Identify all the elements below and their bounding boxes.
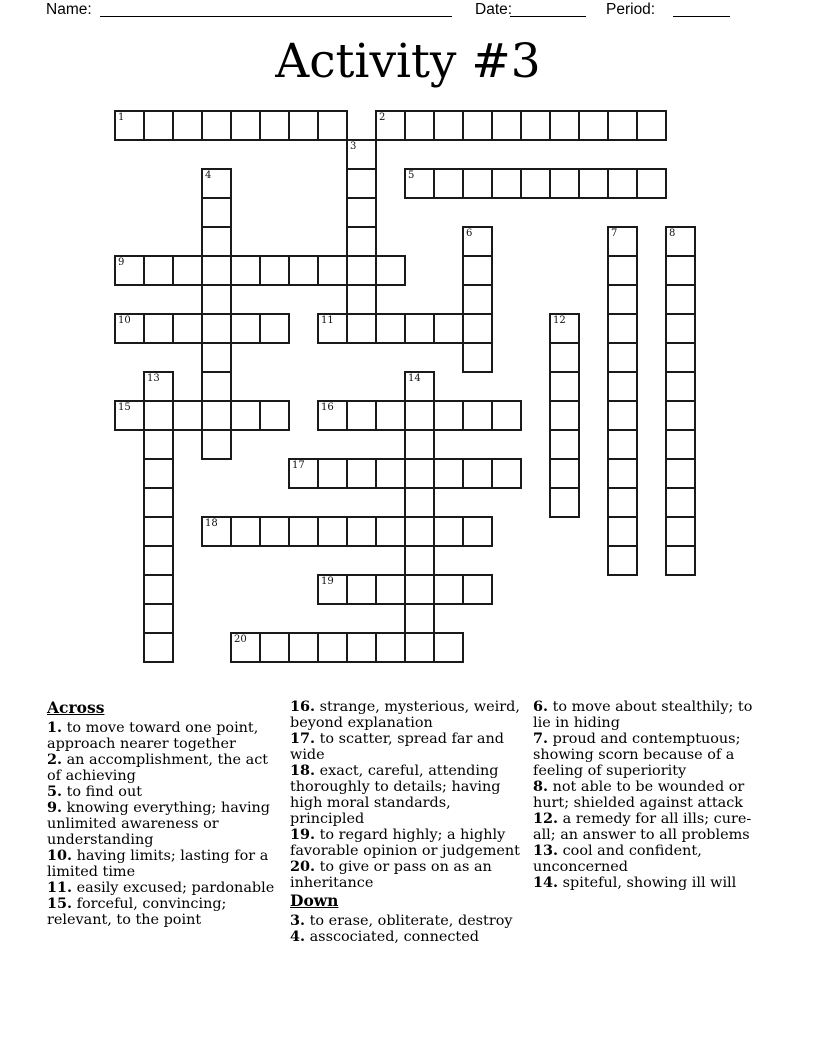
grid-cell[interactable] — [317, 574, 348, 605]
grid-cell[interactable] — [404, 110, 435, 141]
grid-cell[interactable] — [143, 255, 174, 286]
clue-number: 19. — [290, 826, 316, 843]
clue-number: 3. — [290, 912, 306, 929]
grid-cell[interactable] — [346, 255, 377, 286]
grid-cell[interactable] — [549, 371, 580, 402]
grid-cell[interactable] — [172, 400, 203, 431]
grid-cell[interactable] — [665, 516, 696, 547]
clue-number: 16. — [290, 698, 316, 715]
grid-cell[interactable] — [607, 458, 638, 489]
grid-cell[interactable] — [607, 110, 638, 141]
grid-cell[interactable] — [288, 255, 319, 286]
grid-cell[interactable] — [201, 371, 232, 402]
grid-cell[interactable] — [230, 632, 261, 663]
grid-cell[interactable] — [433, 313, 464, 344]
grid-cell[interactable] — [578, 168, 609, 199]
grid-cell[interactable] — [462, 516, 493, 547]
clue-item: 15. forceful, convincing; relevant, to the point — [47, 895, 227, 928]
grid-cell[interactable] — [636, 110, 667, 141]
cell-number: 18 — [205, 518, 218, 529]
clue-number: 18. — [290, 762, 316, 779]
cell-number: 13 — [147, 373, 160, 384]
cell-number: 7 — [611, 228, 618, 239]
grid-cell[interactable] — [462, 168, 493, 199]
clue-item: 20. to give or pass on as an inheritance — [290, 858, 492, 891]
grid-cell[interactable] — [549, 168, 580, 199]
grid-cell[interactable] — [375, 255, 406, 286]
grid-cell[interactable] — [317, 400, 348, 431]
cell-number: 5 — [408, 170, 415, 181]
clue-item: 10. having limits; lasting for a limited time — [47, 847, 269, 880]
grid-cell[interactable] — [404, 313, 435, 344]
clue-item: 4. asscociated, connected — [290, 928, 479, 945]
grid-cell[interactable] — [201, 313, 232, 344]
grid-cell[interactable] — [375, 516, 406, 547]
grid-cell[interactable] — [143, 574, 174, 605]
clue-item: 8. not able to be wounded or hurt; shielded against attack — [533, 778, 745, 811]
grid-cell[interactable] — [462, 226, 493, 257]
grid-cell[interactable] — [404, 516, 435, 547]
grid-cell[interactable] — [607, 342, 638, 373]
clue-number: 2. — [47, 751, 63, 768]
grid-cell[interactable] — [259, 255, 290, 286]
grid-cell[interactable] — [433, 574, 464, 605]
grid-cell[interactable] — [201, 400, 232, 431]
cell-number: 12 — [553, 315, 566, 326]
grid-cell[interactable] — [433, 168, 464, 199]
grid-cell[interactable] — [404, 400, 435, 431]
grid-cell[interactable] — [462, 313, 493, 344]
grid-cell[interactable] — [346, 574, 377, 605]
grid-cell[interactable] — [114, 110, 145, 141]
grid-cell[interactable] — [259, 110, 290, 141]
grid-cell[interactable] — [201, 284, 232, 315]
grid-cell[interactable] — [607, 255, 638, 286]
grid-cell[interactable] — [201, 429, 232, 460]
down-header: Down — [290, 891, 339, 910]
clue-number: 5. — [47, 783, 63, 800]
grid-cell[interactable] — [404, 487, 435, 518]
grid-cell[interactable] — [549, 458, 580, 489]
grid-cell[interactable] — [172, 110, 203, 141]
grid-cell[interactable] — [114, 400, 145, 431]
grid-cell[interactable] — [172, 313, 203, 344]
grid-cell[interactable] — [404, 632, 435, 663]
grid-cell[interactable] — [433, 516, 464, 547]
grid-cell[interactable] — [317, 110, 348, 141]
cell-number: 19 — [321, 576, 334, 587]
grid-cell[interactable] — [346, 197, 377, 228]
grid-cell[interactable] — [433, 632, 464, 663]
clue-item: 14. spiteful, showing ill will — [533, 874, 737, 891]
grid-cell[interactable] — [259, 313, 290, 344]
grid-cell[interactable] — [520, 110, 551, 141]
grid-cell[interactable] — [346, 139, 377, 170]
clue-item: 3. to erase, obliterate, destroy — [290, 912, 513, 929]
date-label: Date: — [475, 1, 513, 18]
grid-cell[interactable] — [317, 632, 348, 663]
page-title: Activity #3 — [275, 34, 541, 89]
grid-cell[interactable] — [143, 545, 174, 576]
grid-cell[interactable] — [665, 255, 696, 286]
grid-cell[interactable] — [607, 400, 638, 431]
clue-item: 7. proud and contemptuous; showing scorn because of a feeling of superiority — [533, 730, 741, 779]
grid-cell[interactable] — [665, 226, 696, 257]
clue-number: 4. — [290, 928, 306, 945]
clue-number: 8. — [533, 778, 549, 795]
cell-number: 1 — [118, 112, 125, 123]
cell-number: 11 — [321, 315, 334, 326]
clue-item: 6. to move about stealthily; to lie in hiding — [533, 698, 753, 731]
grid-cell[interactable] — [346, 458, 377, 489]
grid-cell[interactable] — [404, 603, 435, 634]
across-header: Across — [47, 698, 105, 717]
cell-number: 20 — [234, 634, 247, 645]
clue-number: 12. — [533, 810, 559, 827]
grid-cell[interactable] — [462, 574, 493, 605]
grid-cell[interactable] — [462, 458, 493, 489]
grid-cell[interactable] — [114, 255, 145, 286]
grid-cell[interactable] — [346, 168, 377, 199]
grid-cell[interactable] — [288, 516, 319, 547]
grid-cell[interactable] — [143, 371, 174, 402]
cell-number: 2 — [379, 112, 386, 123]
clue-number: 20. — [290, 858, 316, 875]
grid-cell[interactable] — [607, 313, 638, 344]
grid-cell[interactable] — [317, 313, 348, 344]
grid-cell[interactable] — [491, 458, 522, 489]
cell-number: 17 — [292, 460, 305, 471]
cell-number: 14 — [408, 373, 421, 384]
grid-cell[interactable] — [665, 284, 696, 315]
grid-cell[interactable] — [665, 342, 696, 373]
clue-number: 10. — [47, 847, 73, 864]
grid-cell[interactable] — [375, 632, 406, 663]
grid-cell[interactable] — [462, 255, 493, 286]
grid-cell[interactable] — [433, 110, 464, 141]
grid-cell[interactable] — [375, 458, 406, 489]
grid-cell[interactable] — [665, 458, 696, 489]
grid-cell[interactable] — [433, 458, 464, 489]
grid-cell[interactable] — [230, 516, 261, 547]
grid-cell[interactable] — [143, 429, 174, 460]
cell-number: 8 — [669, 228, 676, 239]
clue-item: 16. strange, mysterious, weird, beyond explanation — [290, 698, 520, 731]
grid-cell[interactable] — [607, 545, 638, 576]
cell-number: 10 — [118, 315, 131, 326]
grid-cell[interactable] — [462, 400, 493, 431]
grid-cell[interactable] — [549, 429, 580, 460]
grid-cell[interactable] — [607, 168, 638, 199]
grid-cell[interactable] — [317, 458, 348, 489]
grid-cell[interactable] — [172, 255, 203, 286]
grid-cell[interactable] — [288, 110, 319, 141]
grid-cell[interactable] — [665, 313, 696, 344]
grid-cell[interactable] — [201, 197, 232, 228]
cell-number: 9 — [118, 257, 125, 268]
clue-number: 15. — [47, 895, 73, 912]
grid-cell[interactable] — [607, 516, 638, 547]
period-label: Period: — [606, 1, 656, 18]
name-label: Name: — [46, 1, 92, 18]
grid-cell[interactable] — [549, 110, 580, 141]
grid-cell[interactable] — [549, 313, 580, 344]
grid-cell[interactable] — [636, 168, 667, 199]
grid-cell[interactable] — [143, 516, 174, 547]
grid-cell[interactable] — [433, 400, 464, 431]
grid-cell[interactable] — [346, 632, 377, 663]
grid-cell[interactable] — [230, 110, 261, 141]
clue-number: 1. — [47, 719, 63, 736]
grid-cell[interactable] — [201, 226, 232, 257]
grid-cell[interactable] — [259, 400, 290, 431]
grid-cell[interactable] — [491, 168, 522, 199]
clue-number: 9. — [47, 799, 63, 816]
grid-cell[interactable] — [404, 458, 435, 489]
across-clues-part2 — [290, 699, 527, 891]
cell-number: 16 — [321, 402, 334, 413]
grid-cell[interactable] — [549, 487, 580, 518]
clue-item: 17. to scatter, spread far and wide — [290, 730, 504, 763]
grid-cell[interactable] — [520, 168, 551, 199]
grid-cell[interactable] — [143, 400, 174, 431]
grid-cell[interactable] — [607, 371, 638, 402]
grid-cell[interactable] — [549, 342, 580, 373]
grid-cell[interactable] — [143, 458, 174, 489]
grid-cell[interactable] — [462, 284, 493, 315]
grid-cell[interactable] — [665, 487, 696, 518]
grid-cell[interactable] — [404, 371, 435, 402]
clue-item: 9. knowing everything; having unlimited awareness or understanding — [47, 799, 271, 848]
cell-number: 3 — [350, 141, 357, 152]
clue-item: 18. exact, careful, attending thoroughly to details; having high moral standards, principled — [290, 762, 501, 827]
clue-item: 5. to find out — [47, 783, 142, 800]
grid-cell[interactable] — [114, 313, 145, 344]
grid-cell[interactable] — [317, 255, 348, 286]
clue-number: 11. — [47, 879, 73, 896]
grid-cell[interactable] — [404, 545, 435, 576]
grid-cell[interactable] — [143, 632, 174, 663]
grid-cell[interactable] — [201, 516, 232, 547]
grid-cell[interactable] — [665, 545, 696, 576]
grid-cell[interactable] — [346, 226, 377, 257]
clues-column-1 — [47, 699, 284, 928]
grid-cell[interactable] — [607, 487, 638, 518]
grid-cell[interactable] — [346, 313, 377, 344]
clue-item: 2. an accomplishment, the act of achieving — [47, 751, 269, 784]
down-clues-part1 — [290, 913, 527, 945]
grid-cell[interactable] — [346, 284, 377, 315]
grid-cell[interactable] — [549, 400, 580, 431]
down-clues-part2 — [533, 699, 770, 891]
grid-cell[interactable] — [288, 458, 319, 489]
grid-cell[interactable] — [346, 400, 377, 431]
across-clues-part1 — [47, 720, 284, 928]
grid-cell[interactable] — [462, 110, 493, 141]
clue-number: 14. — [533, 874, 559, 891]
grid-cell[interactable] — [143, 487, 174, 518]
grid-cell[interactable] — [143, 110, 174, 141]
grid-cell[interactable] — [230, 313, 261, 344]
grid-cell[interactable] — [201, 168, 232, 199]
clue-item: 19. to regard highly; a highly favorable opinion or judgement — [290, 826, 520, 859]
cell-number: 4 — [205, 170, 212, 181]
grid-cell[interactable] — [346, 516, 377, 547]
clue-number: 17. — [290, 730, 316, 747]
grid-cell[interactable] — [143, 603, 174, 634]
clues-column-2 — [290, 699, 527, 945]
cell-number: 15 — [118, 402, 131, 413]
cell-number: 6 — [466, 228, 473, 239]
grid-cell[interactable] — [665, 400, 696, 431]
grid-cell[interactable] — [317, 516, 348, 547]
grid-cell[interactable] — [259, 632, 290, 663]
clue-item: 13. cool and confident, unconcerned — [533, 842, 702, 875]
grid-cell[interactable] — [607, 284, 638, 315]
grid-cell[interactable] — [230, 255, 261, 286]
grid-cell[interactable] — [404, 429, 435, 460]
grid-cell[interactable] — [375, 110, 406, 141]
grid-cell[interactable] — [259, 516, 290, 547]
grid-cell[interactable] — [491, 110, 522, 141]
clue-number: 13. — [533, 842, 559, 859]
grid-cell[interactable] — [375, 313, 406, 344]
grid-cell[interactable] — [491, 400, 522, 431]
clue-item: 1. to move toward one point, approach nearer together — [47, 719, 259, 752]
grid-cell[interactable] — [201, 342, 232, 373]
grid-cell[interactable] — [607, 226, 638, 257]
grid-cell[interactable] — [404, 168, 435, 199]
grid-cell[interactable] — [201, 255, 232, 286]
grid-cell[interactable] — [375, 574, 406, 605]
grid-cell[interactable] — [404, 574, 435, 605]
clues-column-3 — [533, 699, 770, 891]
grid-cell[interactable] — [578, 110, 609, 141]
grid-cell[interactable] — [462, 342, 493, 373]
grid-cell[interactable] — [607, 429, 638, 460]
grid-cell[interactable] — [143, 313, 174, 344]
clue-item: 12. a remedy for all ills; cure-all; an answer to all problems — [533, 810, 752, 843]
grid-cell[interactable] — [288, 632, 319, 663]
grid-cell[interactable] — [201, 110, 232, 141]
clue-item: 11. easily excused; pardonable — [47, 879, 275, 896]
grid-cell[interactable] — [230, 400, 261, 431]
clue-number: 7. — [533, 730, 549, 747]
grid-cell[interactable] — [665, 429, 696, 460]
clue-number: 6. — [533, 698, 549, 715]
grid-cell[interactable] — [665, 371, 696, 402]
grid-cell[interactable] — [375, 400, 406, 431]
